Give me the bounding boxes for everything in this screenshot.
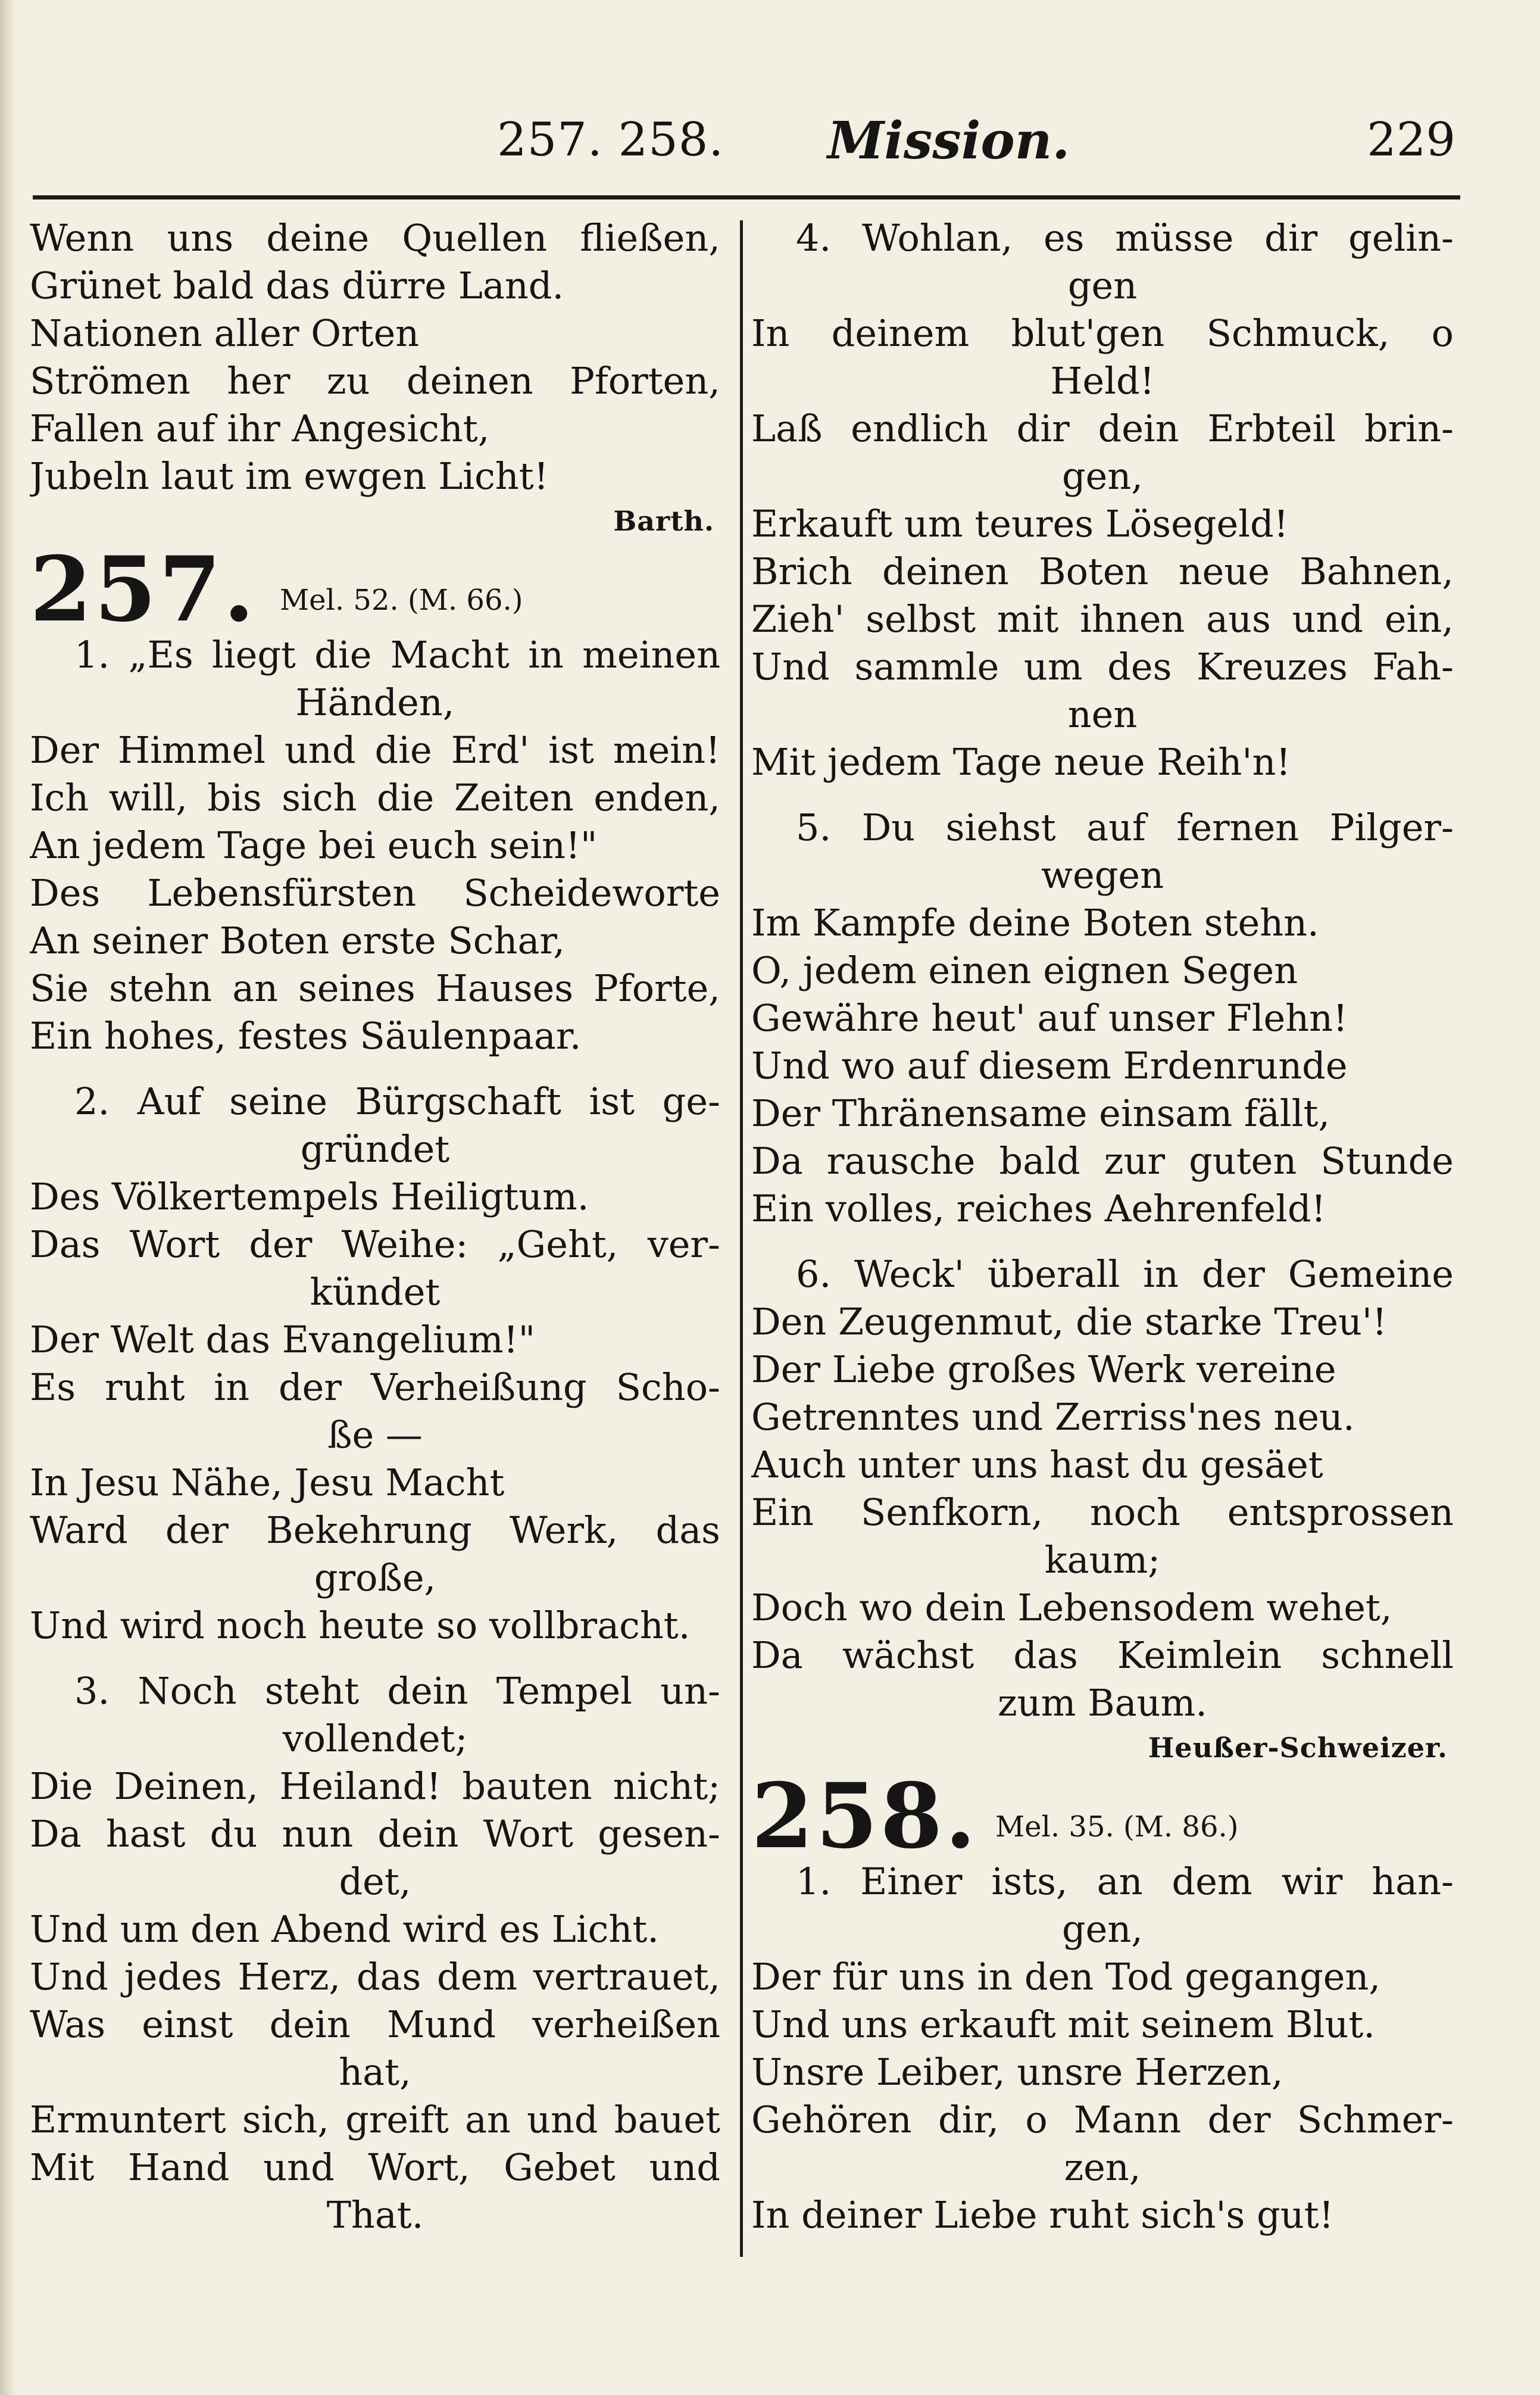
verse-line: Mit jedem Tage neue Reih'n! xyxy=(751,740,1291,784)
verse-line: Wenn uns deine Quellen fließen, xyxy=(30,216,720,260)
verse-4 xyxy=(751,214,1454,786)
verse-line: Zieh' selbst mit ihnen aus und ein, xyxy=(751,597,1454,641)
verse-line: An jedem Tage bei euch sein!" xyxy=(30,824,598,867)
verse-line: Und uns erkauft mit seinem Blut. xyxy=(751,2003,1375,2046)
verse-line: Der für uns in den Tod gegangen, xyxy=(751,1955,1381,1998)
verse-line: Laß endlich dir dein Erbteil brin- xyxy=(751,407,1454,450)
verse-line: 6. Weck' überall in der Gemeine xyxy=(796,1252,1454,1296)
verse-line: Und wo auf diesem Erdenrunde xyxy=(751,1044,1348,1087)
verse-line: Es ruht in der Verheißung Scho- xyxy=(30,1365,720,1409)
left-column xyxy=(30,214,720,2239)
verse-line: Da hast du nun dein Wort gesen- xyxy=(30,1812,720,1855)
verse-line: Sie stehn an seines Hauses Pforte, xyxy=(30,966,720,1010)
verse-line: 1. „Es liegt die Macht in meinen xyxy=(74,633,720,676)
verse-line: Was einst dein Mund verheißen xyxy=(30,2003,720,2046)
verse-line: gründet xyxy=(300,1127,450,1171)
verse-line: Da rausche bald zur guten Stunde xyxy=(751,1139,1454,1183)
verse-line: hat, xyxy=(339,2050,411,2094)
verse-line: große, xyxy=(314,1556,436,1599)
author-credit: Barth. xyxy=(613,505,714,537)
melody-reference: Mel. 35. (M. 86.) xyxy=(995,1810,1239,1844)
verse-line: 2. Auf seine Bürgschaft ist ge- xyxy=(74,1080,720,1123)
verse-3 xyxy=(30,1667,720,2239)
verse-line: gen, xyxy=(1061,1907,1144,1951)
verse-line: Nationen aller Orten xyxy=(30,311,420,355)
verse-line: Die Deinen, Heiland! bauten nicht; xyxy=(30,1764,720,1808)
verse-line: wegen xyxy=(1041,853,1164,897)
hymn-heading-257 xyxy=(30,537,720,642)
verse-1 xyxy=(751,1858,1454,2239)
verse-line: Ward der Bekehrung Werk, das xyxy=(30,1508,720,1552)
verse-line: det, xyxy=(339,1860,411,1903)
verse-line: In Jesu Nähe, Jesu Macht xyxy=(30,1461,505,1504)
verse-line: Der Welt das Evangelium!" xyxy=(30,1318,536,1361)
verse-line: In deiner Liebe ruht sich's gut! xyxy=(751,2193,1334,2237)
verse-line: In deinem blut'gen Schmuck, o xyxy=(751,311,1454,355)
verse-line: nen xyxy=(1067,693,1138,736)
verse-line: Auch unter uns hast du gesäet xyxy=(751,1443,1323,1486)
verse-line: 3. Noch steht dein Tempel un- xyxy=(74,1669,720,1713)
verse-line: Der Himmel und die Erd' ist mein! xyxy=(30,728,720,772)
column-divider xyxy=(740,220,743,2257)
verse-line: Da wächst das Keimlein schnell xyxy=(751,1633,1454,1677)
melody-reference: Mel. 52. (M. 66.) xyxy=(280,584,523,617)
page-header xyxy=(33,113,1461,179)
verse-line: zum Baum. xyxy=(997,1681,1208,1724)
header-hymn-numbers: 257. 258. xyxy=(497,113,724,167)
header-rule xyxy=(33,195,1460,199)
verse-line: Ein hohes, festes Säulenpaar. xyxy=(30,1014,582,1058)
verse-line: 1. Einer ists, an dem wir han- xyxy=(796,1860,1454,1903)
verse-line: 5. Du siehst auf fernen Pilger- xyxy=(796,806,1454,849)
verse-line: Brich deinen Boten neue Bahnen, xyxy=(751,550,1454,593)
verse-line: Im Kampfe deine Boten stehn. xyxy=(751,901,1319,944)
previous-hymn-tail xyxy=(30,214,720,542)
verse-line: Gehören dir, o Mann der Schmer- xyxy=(751,2098,1454,2141)
verse-line: Getrenntes und Zerriss'nes neu. xyxy=(751,1395,1355,1439)
verse-line: Der Liebe großes Werk vereine xyxy=(751,1348,1336,1391)
verse-line: Ein volles, reiches Aehrenfeld! xyxy=(751,1187,1326,1230)
verse-1 xyxy=(30,631,720,1060)
verse-line: zen, xyxy=(1064,2145,1141,2189)
verse-line: Doch wo dein Lebensodem wehet, xyxy=(751,1586,1392,1629)
verse-line: Ich will, bis sich die Zeiten enden, xyxy=(30,776,720,819)
verse-line: Und jedes Herz, das dem vertrauet, xyxy=(30,1955,720,1998)
verse-line: Des Lebensfürsten Scheideworte xyxy=(30,871,720,915)
book-spine-shadow xyxy=(0,0,15,2395)
verse-line: Strömen her zu deinen Pforten, xyxy=(30,359,720,403)
verse-line: O, jedem einen eignen Segen xyxy=(751,949,1298,992)
verse-line: Jubeln laut im ewgen Licht! xyxy=(30,454,549,498)
verse-line: ße — xyxy=(327,1413,423,1457)
verse-line: Ermuntert sich, greift an und bauet xyxy=(30,2098,720,2141)
verse-line: vollendet; xyxy=(282,1717,468,1760)
verse-2 xyxy=(30,1078,720,1649)
verse-line: Den Zeugenmut, die starke Treu'! xyxy=(751,1300,1387,1343)
verse-line: Erkauft um teures Lösegeld! xyxy=(751,502,1289,545)
verse-line: Held! xyxy=(1050,359,1155,403)
verse-line: Ein Senfkorn, noch entsprossen xyxy=(751,1490,1454,1534)
verse-line: Mit Hand und Wort, Gebet und xyxy=(30,2145,720,2189)
verse-line: That. xyxy=(326,2193,424,2237)
verse-line: Gewähre heut' auf unser Flehn! xyxy=(751,996,1348,1040)
verse-line: An seiner Boten erste Schar, xyxy=(30,919,565,962)
verse-line: Händen, xyxy=(295,681,455,724)
right-column xyxy=(751,214,1454,2239)
verse-line: gen, xyxy=(1061,454,1144,498)
verse-line: Fallen auf ihr Angesicht, xyxy=(30,407,490,450)
verse-line: Und wird noch heute so vollbracht. xyxy=(30,1604,691,1647)
verse-line: 4. Wohlan, es müsse dir gelin- xyxy=(796,216,1454,260)
verse-line: Das Wort der Weihe: „Geht, ver- xyxy=(30,1223,720,1266)
verse-line: Und sammle um des Kreuzes Fah- xyxy=(751,645,1454,688)
author-credit: Heußer-Schweizer. xyxy=(1148,1732,1448,1764)
verse-line: gen xyxy=(1067,264,1138,307)
verse-line: kaum; xyxy=(1044,1538,1161,1582)
verse-6 xyxy=(751,1250,1454,1769)
verse-line: Unsre Leiber, unsre Herzen, xyxy=(751,2050,1283,2094)
verse-line: Und um den Abend wird es Licht. xyxy=(30,1907,659,1951)
verse-5 xyxy=(751,804,1454,1233)
hymn-number: 257. xyxy=(30,537,257,642)
verse-line: kündet xyxy=(310,1270,441,1314)
hymn-number: 258. xyxy=(751,1764,979,1869)
verse-line: Grünet bald das dürre Land. xyxy=(30,264,564,307)
verse-line: Des Völkertempels Heiligtum. xyxy=(30,1175,589,1218)
page-number: 229 xyxy=(1367,113,1455,167)
verse-line: Der Thränensame einsam fällt, xyxy=(751,1092,1330,1135)
hymn-heading-258 xyxy=(751,1764,1454,1869)
header-section-title: Mission. xyxy=(827,111,1070,171)
